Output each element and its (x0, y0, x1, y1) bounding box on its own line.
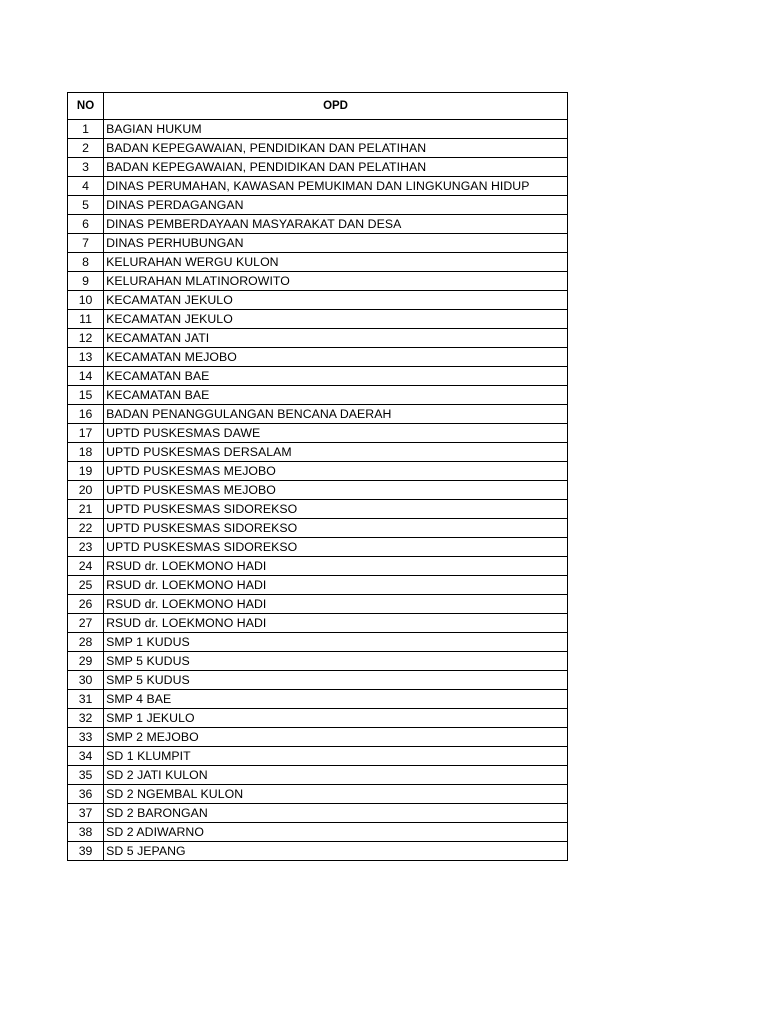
opd-name-cell: DINAS PERUMAHAN, KAWASAN PEMUKIMAN DAN LINGKUNGAN HIDUP (104, 177, 568, 196)
opd-name-cell: BADAN PENANGGULANGAN BENCANA DAERAH (104, 405, 568, 424)
table-row (68, 538, 568, 557)
opd-name-cell: UPTD PUSKESMAS DAWE (104, 424, 568, 443)
row-number-cell: 13 (68, 348, 104, 367)
row-number-cell: 15 (68, 386, 104, 405)
row-number-cell: 11 (68, 310, 104, 329)
table-row (68, 519, 568, 538)
opd-name-cell: KECAMATAN MEJOBO (104, 348, 568, 367)
opd-name-cell: RSUD dr. LOEKMONO HADI (104, 557, 568, 576)
table-row (68, 120, 568, 139)
row-number-cell: 21 (68, 500, 104, 519)
row-number-cell: 18 (68, 443, 104, 462)
opd-name-cell: KECAMATAN BAE (104, 367, 568, 386)
opd-name-cell: KECAMATAN JEKULO (104, 291, 568, 310)
table-row (68, 747, 568, 766)
table-header (68, 93, 568, 120)
table-row (68, 785, 568, 804)
opd-name-cell: UPTD PUSKESMAS SIDOREKSO (104, 500, 568, 519)
opd-name-cell: KECAMATAN JEKULO (104, 310, 568, 329)
table-row (68, 405, 568, 424)
opd-name-cell: KELURAHAN MLATINOROWITO (104, 272, 568, 291)
row-number-cell: 35 (68, 766, 104, 785)
opd-name-cell: SMP 1 KUDUS (104, 633, 568, 652)
table-row (68, 671, 568, 690)
row-number-cell: 39 (68, 842, 104, 861)
row-number-cell: 16 (68, 405, 104, 424)
table-row (68, 804, 568, 823)
table-row (68, 728, 568, 747)
row-number-cell: 28 (68, 633, 104, 652)
opd-name-cell: UPTD PUSKESMAS MEJOBO (104, 481, 568, 500)
table-row (68, 424, 568, 443)
table-row (68, 367, 568, 386)
table-row (68, 576, 568, 595)
header-row (68, 93, 568, 120)
table-row (68, 158, 568, 177)
row-number-cell: 34 (68, 747, 104, 766)
opd-name-cell: DINAS PERDAGANGAN (104, 196, 568, 215)
table-row (68, 215, 568, 234)
opd-name-cell: UPTD PUSKESMAS MEJOBO (104, 462, 568, 481)
row-number-cell: 19 (68, 462, 104, 481)
opd-name-cell: SMP 2 MEJOBO (104, 728, 568, 747)
row-number-cell: 3 (68, 158, 104, 177)
table-row (68, 652, 568, 671)
table-row (68, 291, 568, 310)
table-row (68, 462, 568, 481)
row-number-cell: 32 (68, 709, 104, 728)
row-number-cell: 7 (68, 234, 104, 253)
row-number-cell: 23 (68, 538, 104, 557)
row-number-cell: 24 (68, 557, 104, 576)
row-number-cell: 8 (68, 253, 104, 272)
table-row (68, 690, 568, 709)
opd-name-cell: RSUD dr. LOEKMONO HADI (104, 614, 568, 633)
table-row (68, 177, 568, 196)
row-number-cell: 33 (68, 728, 104, 747)
table-row (68, 253, 568, 272)
table-row (68, 500, 568, 519)
row-number-cell: 25 (68, 576, 104, 595)
table-row (68, 234, 568, 253)
opd-name-cell: RSUD dr. LOEKMONO HADI (104, 576, 568, 595)
table-row (68, 842, 568, 861)
table-row (68, 310, 568, 329)
opd-name-cell: SD 5 JEPANG (104, 842, 568, 861)
opd-name-cell: DINAS PEMBERDAYAAN MASYARAKAT DAN DESA (104, 215, 568, 234)
row-number-cell: 4 (68, 177, 104, 196)
opd-name-cell: SMP 5 KUDUS (104, 671, 568, 690)
row-number-cell: 22 (68, 519, 104, 538)
opd-name-cell: KECAMATAN JATI (104, 329, 568, 348)
row-number-cell: 27 (68, 614, 104, 633)
opd-table (67, 92, 568, 861)
row-number-cell: 10 (68, 291, 104, 310)
table-row (68, 595, 568, 614)
header-no: NO (68, 93, 104, 120)
opd-name-cell: SMP 5 KUDUS (104, 652, 568, 671)
opd-name-cell: UPTD PUSKESMAS SIDOREKSO (104, 538, 568, 557)
table-row (68, 614, 568, 633)
table-row (68, 348, 568, 367)
table-row (68, 633, 568, 652)
table-row (68, 443, 568, 462)
row-number-cell: 31 (68, 690, 104, 709)
opd-name-cell: UPTD PUSKESMAS DERSALAM (104, 443, 568, 462)
opd-name-cell: SD 2 NGEMBAL KULON (104, 785, 568, 804)
row-number-cell: 14 (68, 367, 104, 386)
row-number-cell: 1 (68, 120, 104, 139)
table-row (68, 329, 568, 348)
row-number-cell: 2 (68, 139, 104, 158)
opd-name-cell: DINAS PERHUBUNGAN (104, 234, 568, 253)
opd-name-cell: SD 2 JATI KULON (104, 766, 568, 785)
table-row (68, 709, 568, 728)
row-number-cell: 17 (68, 424, 104, 443)
table-row (68, 557, 568, 576)
table-row (68, 766, 568, 785)
opd-name-cell: BADAN KEPEGAWAIAN, PENDIDIKAN DAN PELATIHAN (104, 139, 568, 158)
row-number-cell: 36 (68, 785, 104, 804)
opd-name-cell: SD 2 ADIWARNO (104, 823, 568, 842)
row-number-cell: 12 (68, 329, 104, 348)
row-number-cell: 6 (68, 215, 104, 234)
opd-name-cell: KELURAHAN WERGU KULON (104, 253, 568, 272)
table-row (68, 139, 568, 158)
opd-name-cell: BADAN KEPEGAWAIAN, PENDIDIKAN DAN PELATIHAN (104, 158, 568, 177)
opd-name-cell: UPTD PUSKESMAS SIDOREKSO (104, 519, 568, 538)
row-number-cell: 26 (68, 595, 104, 614)
opd-name-cell: SD 2 BARONGAN (104, 804, 568, 823)
table-row (68, 272, 568, 291)
header-opd: OPD (104, 93, 568, 120)
opd-name-cell: SMP 1 JEKULO (104, 709, 568, 728)
opd-name-cell: BAGIAN HUKUM (104, 120, 568, 139)
row-number-cell: 20 (68, 481, 104, 500)
row-number-cell: 9 (68, 272, 104, 291)
row-number-cell: 37 (68, 804, 104, 823)
opd-name-cell: RSUD dr. LOEKMONO HADI (104, 595, 568, 614)
table-row (68, 196, 568, 215)
table-row (68, 386, 568, 405)
table-row (68, 823, 568, 842)
row-number-cell: 38 (68, 823, 104, 842)
table-body (68, 120, 568, 861)
opd-name-cell: KECAMATAN BAE (104, 386, 568, 405)
row-number-cell: 29 (68, 652, 104, 671)
row-number-cell: 5 (68, 196, 104, 215)
row-number-cell: 30 (68, 671, 104, 690)
opd-name-cell: SMP 4 BAE (104, 690, 568, 709)
table-row (68, 481, 568, 500)
opd-name-cell: SD 1 KLUMPIT (104, 747, 568, 766)
